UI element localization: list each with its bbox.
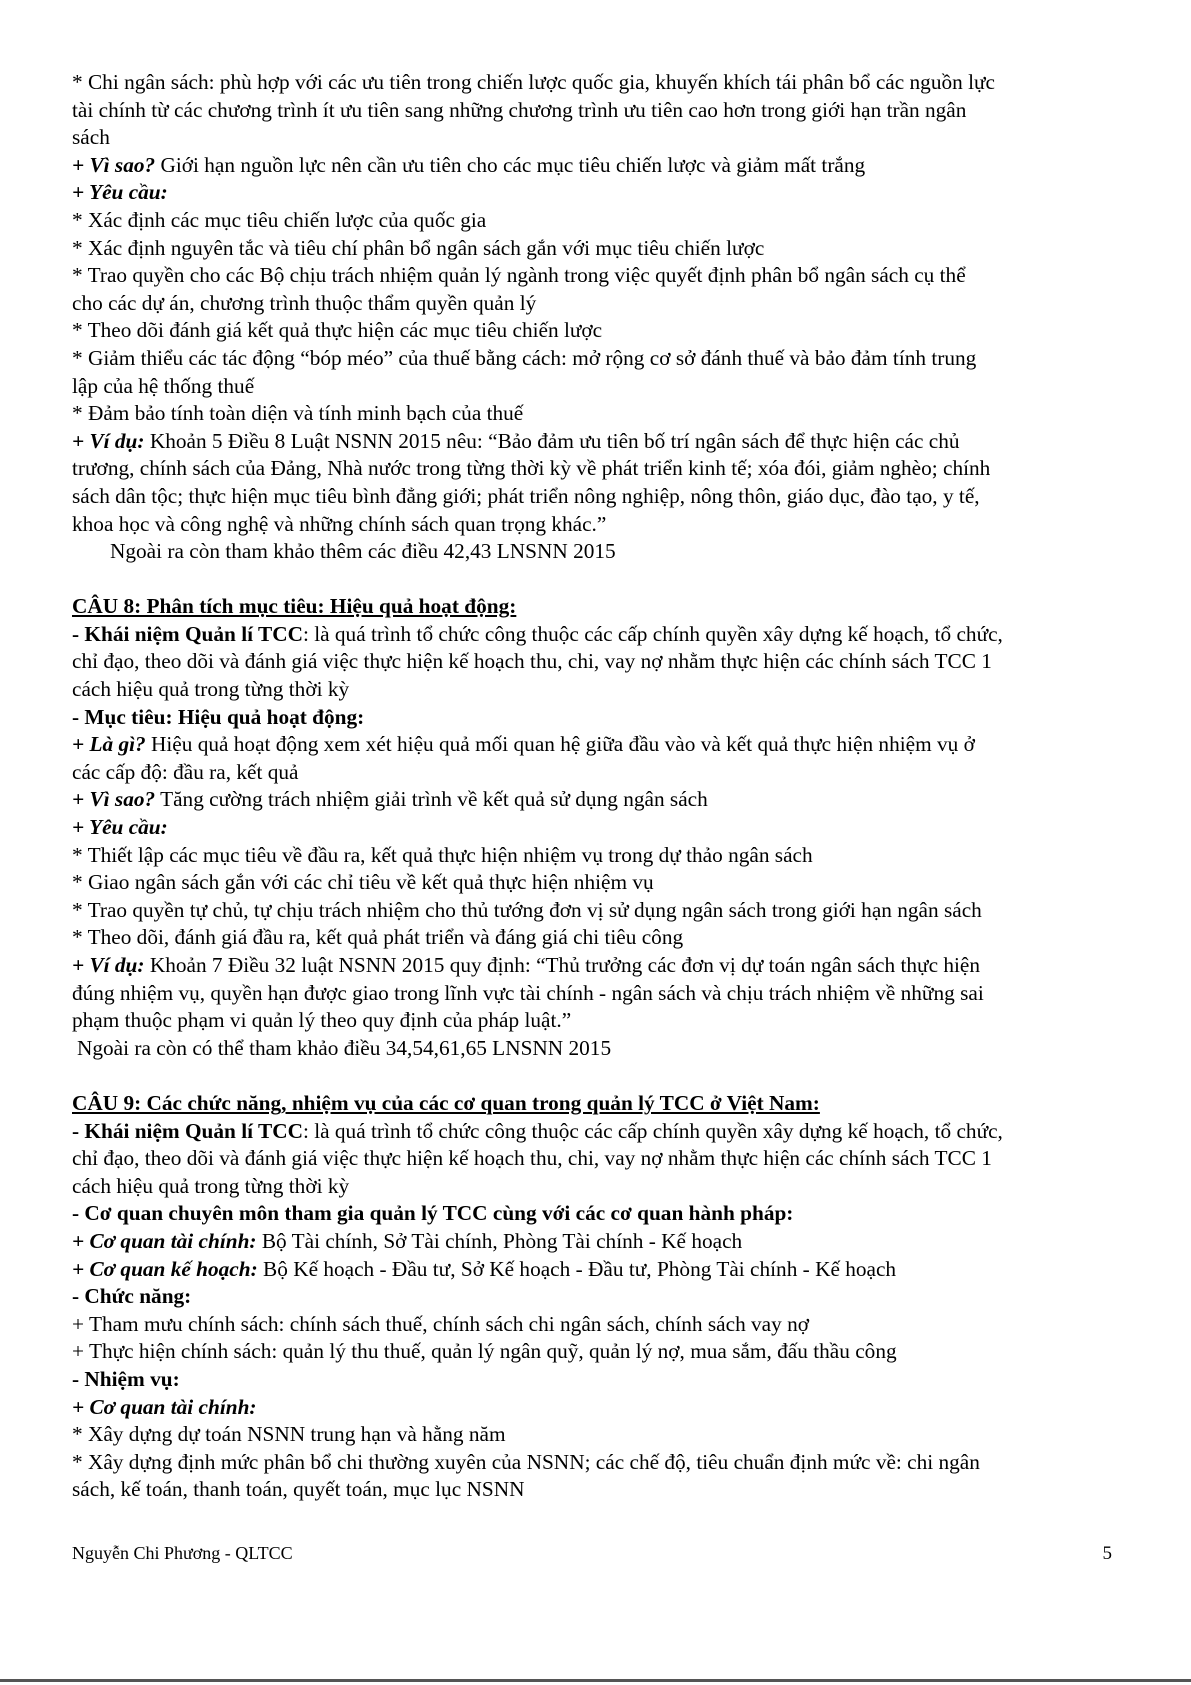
emphasis-lead: + Ví dụ: (72, 428, 145, 453)
emphasis-lead: + Cơ quan tài chính: (72, 1228, 257, 1253)
text-line: chỉ đạo, theo dõi và đánh giá việc thực hiện kế hoạch thu, chi, vay nợ nhằm thực hiện các chính sách TCC 1 (72, 649, 992, 674)
text-line: * Theo dõi, đánh giá đầu ra, kết quả phát triển và đáng giá chi tiêu công (72, 925, 684, 950)
text-line: - Khái niệm Quản lí TCC: là quá trình tổ chức công thuộc các cấp chính quyền xây dựng kế hoạch, tổ chức, (72, 1118, 1003, 1143)
subheading-line: + Cơ quan tài chính: (72, 1394, 257, 1419)
emphasis-lead: - Khái niệm Quản lí TCC (72, 621, 303, 646)
text-line: * Theo dõi đánh giá kết quả thực hiện các mục tiêu chiến lược (72, 318, 603, 343)
text-line: + Là gì? Hiệu quả hoạt động xem xét hiệu quả mối quan hệ giữa đầu vào và kết quả thực hiện nhiệm vụ ở (72, 732, 975, 757)
text-line: * Giảm thiểu các tác động “bóp méo” của thuế bằng cách: mở rộng cơ sở đánh thuế và bảo đảm tính trung (72, 345, 977, 370)
text-line: Ngoài ra còn có thể tham khảo điều 34,54,61,65 LNSNN 2015 (77, 1035, 612, 1060)
emphasis-lead: + Là gì? (72, 732, 146, 757)
text-line: * Thiết lập các mục tiêu về đầu ra, kết quả thực hiện nhiệm vụ trong dự thảo ngân sách (72, 842, 813, 867)
text-line: * Xây dựng định mức phân bổ chi thường xuyên của NSNN; các chế độ, tiêu chuẩn định mức về: chi ngân (72, 1449, 980, 1474)
subheading-line: - Mục tiêu: Hiệu quả hoạt động: (72, 704, 365, 729)
text-line: + Cơ quan tài chính: Bộ Tài chính, Sở Tài chính, Phòng Tài chính - Kế hoạch (72, 1228, 743, 1253)
text-line: * Đảm bảo tính toàn diện và tính minh bạch của thuế (72, 401, 524, 426)
page-bottom-rule (0, 1679, 1191, 1682)
text-line: cách hiệu quả trong từng thời kỳ (72, 1173, 350, 1198)
text-line: chỉ đạo, theo dõi và đánh giá việc thực hiện kế hoạch thu, chi, vay nợ nhằm thực hiện các chính sách TCC 1 (72, 1146, 992, 1171)
emphasis-lead: + Ví dụ: (72, 953, 145, 977)
text-line: phạm thuộc phạm vi quản lý theo quy định của pháp luật.” (72, 1008, 572, 1033)
text-line: - Khái niệm Quản lí TCC: là quá trình tổ chức công thuộc các cấp chính quyền xây dựng kế hoạch, tổ chức, (72, 621, 1003, 646)
text-line: + Tham mưu chính sách: chính sách thuế, chính sách chi ngân sách, chính sách vay nợ (72, 1311, 810, 1336)
text-line: + Ví dụ: Khoản 5 Điều 8 Luật NSNN 2015 nêu: “Bảo đảm ưu tiên bố trí ngân sách để thực hiện các chủ (72, 428, 960, 453)
text-line: khoa học và công nghệ và những chính sách quan trọng khác.” (72, 511, 607, 536)
text-line: các cấp độ: đầu ra, kết quả (72, 759, 299, 784)
emphasis-lead: + Vì sao? (72, 787, 156, 812)
subheading-line: - Cơ quan chuyên môn tham gia quản lý TCC cùng với các cơ quan hành pháp: (72, 1201, 794, 1226)
text-line: * Giao ngân sách gắn với các chỉ tiêu về kết quả thực hiện nhiệm vụ (72, 870, 654, 895)
text-line: sách dân tộc; thực hiện mục tiêu bình đẳng giới; phát triển nông nghiệp, nông thôn, giáo dục, đào tạo, y tế, (72, 483, 980, 508)
text-line: + Ví dụ: Khoản 7 Điều 32 luật NSNN 2015 quy định: “Thủ trưởng các đơn vị dự toán ngân sách thực hiện (72, 953, 981, 977)
footer-author: Nguyễn Chi Phương - QLTCC (72, 1543, 293, 1563)
subheading-line: + Yêu cầu: (72, 180, 168, 205)
subheading-line: + Yêu cầu: (72, 815, 168, 840)
text-line: * Xác định nguyên tắc và tiêu chí phân bổ ngân sách gắn với mục tiêu chiến lược (72, 235, 765, 260)
text-line: + Vì sao? Giới hạn nguồn lực nên cần ưu tiên cho các mục tiêu chiến lược và giảm mất trắng (72, 152, 866, 177)
emphasis-lead: + Cơ quan kế hoạch: (72, 1256, 258, 1281)
text-line: cách hiệu quả trong từng thời kỳ (72, 677, 350, 702)
text-line: cho các dự án, chương trình thuộc thẩm quyền quản lý (72, 290, 537, 315)
blank-line (72, 1062, 1132, 1090)
text-line: đúng nhiệm vụ, quyền hạn được giao trong lĩnh vực tài chính - ngân sách và chịu trách nhiệm về những sai (72, 980, 984, 1005)
text-line: * Chi ngân sách: phù hợp với các ưu tiên trong chiến lược quốc gia, khuyến khích tái phân bổ các nguồn lực (72, 70, 996, 94)
text-line: lập của hệ thống thuế (72, 373, 255, 398)
subheading-line: - Chức năng: (72, 1284, 192, 1309)
text-line: sách, kế toán, thanh toán, quyết toán, mục lục NSNN (72, 1477, 525, 1502)
document-body (72, 69, 1132, 1504)
page-number: 5 (1102, 1543, 1112, 1564)
emphasis-lead: + Vì sao? (72, 152, 156, 177)
text-line: * Xác định các mục tiêu chiến lược của quốc gia (72, 207, 487, 232)
text-line: + Vì sao? Tăng cường trách nhiệm giải trình về kết quả sử dụng ngân sách (72, 787, 708, 812)
text-line: trương, chính sách của Đảng, Nhà nước trong từng thời kỳ về phát triển kinh tế; xóa đói, giảm nghèo; chính (72, 456, 991, 481)
section-heading: CÂU 9: Các chức năng, nhiệm vụ của các cơ quan trong quản lý TCC ở Việt Nam: (72, 1090, 820, 1115)
text-line: + Cơ quan kế hoạch: Bộ Kế hoạch - Đầu tư, Sở Kế hoạch - Đầu tư, Phòng Tài chính - Kế hoạch (72, 1256, 897, 1281)
emphasis-lead: - Khái niệm Quản lí TCC (72, 1118, 303, 1143)
text-line: + Thực hiện chính sách: quản lý thu thuế, quản lý ngân quỹ, quản lý nợ, mua sắm, đấu thầu công (72, 1339, 897, 1364)
blank-line (72, 566, 1132, 594)
text-line: tài chính từ các chương trình ít ưu tiên sang những chương trình ưu tiên cao hơn trong giới hạn trần ngân (72, 97, 967, 122)
text-line: sách (72, 125, 110, 150)
subheading-line: - Nhiệm vụ: (72, 1366, 180, 1391)
text-line: Ngoài ra còn tham khảo thêm các điều 42,43 LNSNN 2015 (110, 539, 616, 564)
section-heading: CÂU 8: Phân tích mục tiêu: Hiệu quả hoạt động: (72, 594, 517, 619)
text-line: * Trao quyền cho các Bộ chịu trách nhiệm quản lý ngành trong việc quyết định phân bổ ngân sách cụ thể (72, 263, 966, 288)
text-line: * Trao quyền tự chủ, tự chịu trách nhiệm cho thủ tướng đơn vị sử dụng ngân sách trong giới hạn ngân sách (72, 897, 982, 922)
text-line: * Xây dựng dự toán NSNN trung hạn và hằng năm (72, 1422, 506, 1447)
